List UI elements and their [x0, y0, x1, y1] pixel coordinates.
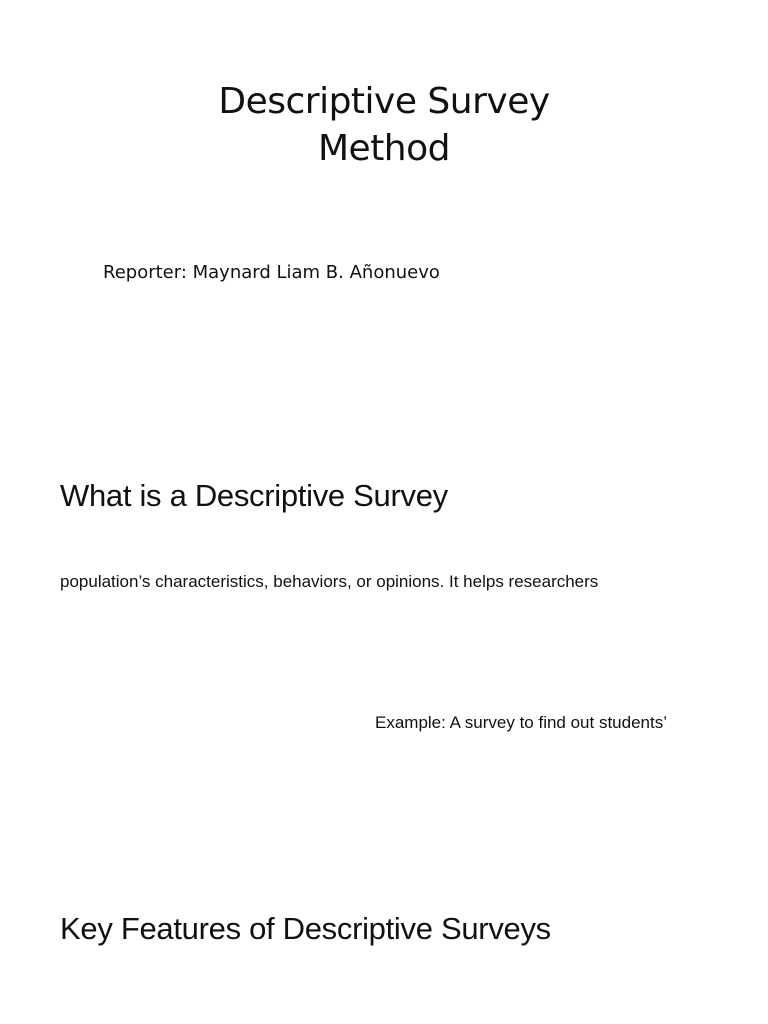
document-title	[0, 78, 768, 172]
reporter-line: Reporter: Maynard Liam B. Añonuevo	[103, 262, 440, 283]
section-body-text: population’s characteristics, behaviors, or opinions. It helps researchers	[60, 572, 599, 591]
section-heading-what-is: What is a Descriptive Survey	[60, 478, 448, 513]
example-text: Example: A survey to find out students’	[375, 713, 667, 732]
section-heading-key-features: Key Features of Descriptive Surveys	[60, 911, 551, 946]
title-line-1: Descriptive Survey	[218, 81, 550, 122]
title-line-2: Method	[317, 128, 451, 169]
